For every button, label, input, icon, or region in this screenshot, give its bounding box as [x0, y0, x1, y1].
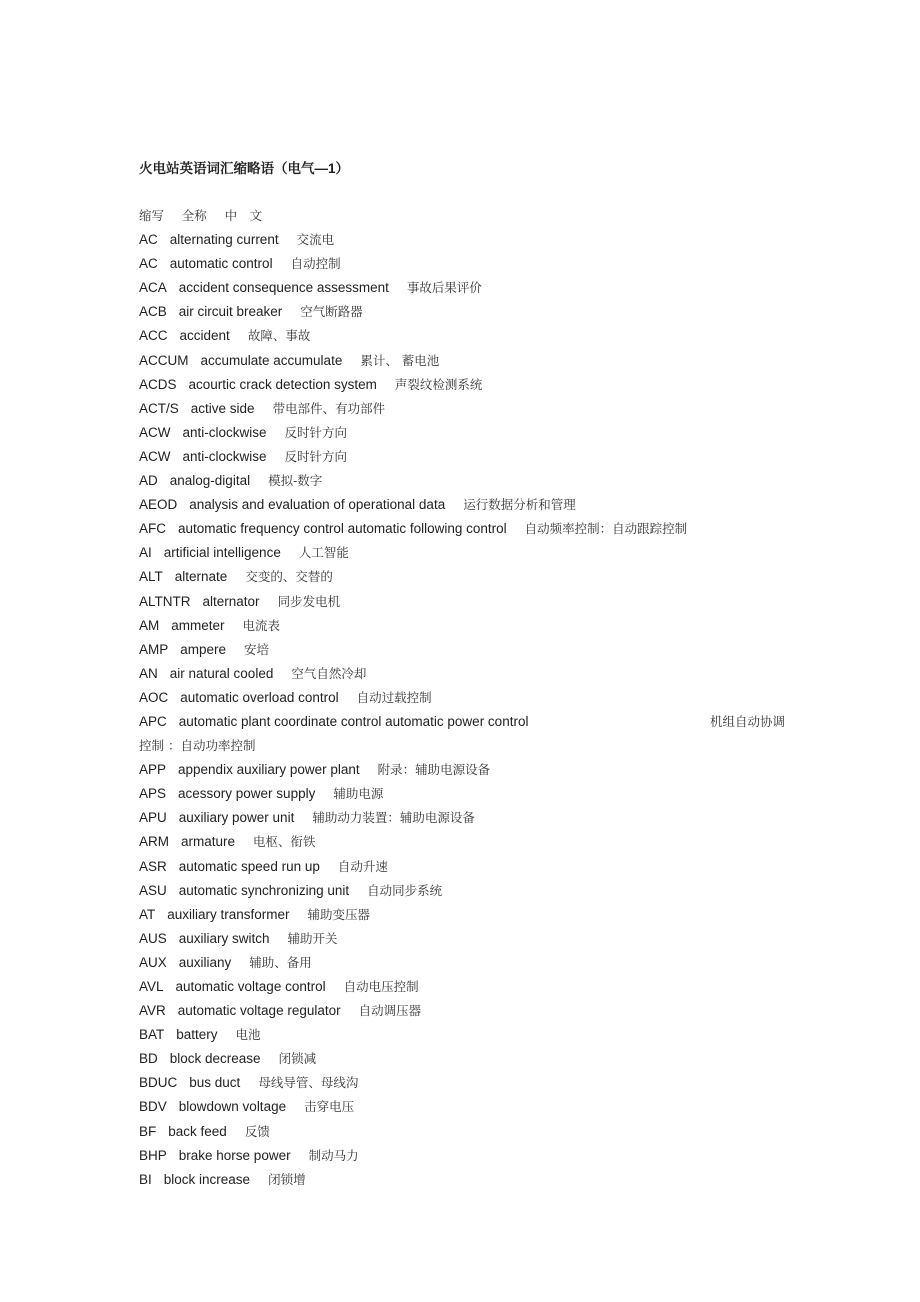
- entry-cn: 机组自动协调: [709, 713, 785, 729]
- entry-abbr: ACDS: [139, 376, 177, 392]
- entry-abbr: ACW: [139, 448, 171, 464]
- entry-abbr: BI: [139, 1171, 152, 1187]
- entry-cn: 辅助动力装置：辅助电源设备: [312, 810, 475, 826]
- entry-full: auxiliary power unit: [178, 810, 295, 826]
- entry-full: artificial intelligence: [163, 545, 281, 561]
- entry-cn: 附录：辅助电源设备: [377, 762, 491, 778]
- glossary-entry: [139, 517, 799, 541]
- glossary-entry: [139, 903, 799, 927]
- entry-cn: 电流表: [242, 617, 281, 633]
- glossary-entry: [139, 300, 799, 324]
- entry-abbr: ACT/S: [139, 400, 179, 416]
- entry-cn: 空气自然冷却: [291, 665, 367, 681]
- glossary-entry: [139, 541, 799, 565]
- entry-abbr: BDV: [139, 1099, 167, 1115]
- entry-cn: 反时针方向: [284, 424, 348, 440]
- entry-full: ampere: [180, 641, 227, 657]
- entry-full: automatic speed run up: [178, 858, 320, 874]
- glossary-entry: [139, 855, 799, 879]
- entry-abbr: ARM: [139, 834, 169, 850]
- glossary-entry: [139, 1047, 799, 1071]
- entry-cn: 自动同步系统: [367, 882, 443, 898]
- entry-cn: 电池: [235, 1027, 261, 1043]
- glossary-entry: [139, 349, 799, 373]
- entry-abbr: ACC: [139, 328, 168, 344]
- table-header: [139, 204, 799, 228]
- glossary-entry: [139, 493, 799, 517]
- entry-cn: 辅助开关: [287, 930, 338, 946]
- entry-full: air circuit breaker: [178, 304, 283, 320]
- entry-cn: 运行数据分析和管理: [463, 497, 576, 513]
- entry-cn-continued: 控制 ：自动功率控制: [139, 738, 256, 754]
- entry-abbr: ASR: [139, 858, 167, 874]
- entry-cn: 自动电压控制: [343, 979, 419, 994]
- entry-cn: 自动控制: [290, 256, 341, 272]
- entry-full: alternate: [174, 569, 228, 585]
- entry-cn: 辅助变压器: [307, 906, 371, 922]
- entry-abbr: BF: [139, 1123, 157, 1139]
- entry-cn: 制动马力: [308, 1147, 359, 1163]
- entry-full: back feed: [168, 1123, 227, 1139]
- glossary-entry: [139, 662, 799, 686]
- glossary-entry: [139, 228, 799, 252]
- entry-abbr: AM: [139, 617, 160, 633]
- entry-cn: 交变的、交替的: [245, 569, 333, 585]
- entry-abbr: ACA: [139, 280, 167, 296]
- entry-abbr: ALTNTR: [139, 593, 191, 609]
- entry-full: auxiliary switch: [178, 930, 270, 946]
- entry-cn: 带电部件、有功部件: [272, 400, 386, 416]
- entry-full: analog-digital: [169, 473, 251, 489]
- entry-full: automatic voltage control: [175, 979, 326, 994]
- entry-abbr: AC: [139, 256, 158, 272]
- entry-cn: 辅助、备用: [249, 954, 312, 970]
- entry-full: accident: [179, 328, 230, 344]
- entry-full: alternator: [202, 593, 260, 609]
- entry-abbr: BDUC: [139, 1075, 178, 1091]
- entry-full: blowdown voltage: [178, 1099, 287, 1115]
- entry-cn: 声裂纹检测系统: [394, 376, 483, 392]
- entry-full: armature: [181, 834, 236, 850]
- entry-abbr: APS: [139, 786, 167, 802]
- entry-full: automatic control: [169, 256, 273, 272]
- glossary-entry: [139, 1168, 799, 1192]
- glossary-entry: [139, 782, 799, 806]
- entry-abbr: ACB: [139, 304, 167, 320]
- document-page: [139, 158, 799, 1192]
- entry-cn: 空气断路器: [300, 304, 363, 320]
- document-title: 火电站英语词汇缩略语（电气—1）: [139, 161, 350, 176]
- entry-full: accumulate accumulate: [200, 352, 343, 368]
- entry-abbr: AT: [139, 906, 156, 922]
- entry-cn: 自动频率控制：自动跟踪控制: [524, 521, 688, 537]
- entry-cn: 自动调压器: [358, 1003, 422, 1019]
- entry-abbr: AC: [139, 232, 158, 248]
- entry-abbr: BAT: [139, 1027, 165, 1043]
- glossary-entry: [139, 1120, 799, 1144]
- glossary-list-continued: [139, 758, 799, 1192]
- glossary-entry: [139, 397, 799, 421]
- entry-abbr: AFC: [139, 521, 166, 537]
- entry-cn: 交流电: [296, 232, 335, 248]
- entry-abbr: AI: [139, 545, 152, 561]
- entry-abbr: BHP: [139, 1147, 167, 1163]
- glossary-entry: [139, 999, 799, 1023]
- entry-full: automatic voltage regulator: [177, 1003, 341, 1019]
- entry-full: auxiliary transformer: [167, 906, 290, 922]
- entry-full: anti-clockwise: [182, 448, 267, 464]
- entry-cn: 反馈: [244, 1123, 270, 1139]
- entry-cn: 自动过载控制: [356, 689, 432, 705]
- glossary-entry-apc: [139, 710, 799, 758]
- header-full: 全称: [181, 208, 207, 223]
- glossary-entry: [139, 686, 799, 710]
- glossary-entry: [139, 975, 799, 999]
- entry-abbr: AOC: [139, 689, 169, 705]
- entry-abbr: AVL: [139, 979, 164, 994]
- entry-full: active side: [190, 400, 255, 416]
- entry-abbr: AN: [139, 665, 158, 681]
- entry-full: automatic plant coordinate control automatic power control: [178, 713, 529, 729]
- glossary-entry: [139, 445, 799, 469]
- glossary-entry: [139, 1023, 799, 1047]
- header-cn: 中 文: [224, 208, 263, 223]
- glossary-entry: [139, 324, 799, 348]
- entry-abbr: APC: [139, 713, 167, 729]
- entry-cn: 事故后果评价: [406, 280, 482, 296]
- entry-full: bus duct: [189, 1075, 241, 1091]
- entry-abbr: AD: [139, 473, 158, 489]
- entry-full: alternating current: [169, 232, 279, 248]
- entry-abbr: ACW: [139, 424, 171, 440]
- entry-full: automatic synchronizing unit: [178, 882, 350, 898]
- entry-abbr: AUS: [139, 930, 167, 946]
- entry-full: automatic overload control: [180, 689, 339, 705]
- glossary-entry: [139, 276, 799, 300]
- entry-full: air natural cooled: [169, 665, 274, 681]
- entry-abbr: AVR: [139, 1003, 166, 1019]
- entry-abbr: ACCUM: [139, 352, 189, 368]
- glossary-entry: [139, 565, 799, 589]
- entry-cn: 反时针方向: [284, 448, 348, 464]
- glossary-entry: [139, 1144, 799, 1168]
- entry-cn: 累计、 蓄电池: [360, 352, 440, 368]
- entry-cn: 母线导管、母线沟: [258, 1075, 359, 1091]
- entry-abbr: APP: [139, 762, 167, 778]
- entry-full: acourtic crack detection system: [188, 376, 377, 392]
- glossary-entry: [139, 951, 799, 975]
- entry-full: appendix auxiliary power plant: [178, 762, 360, 778]
- entry-full: accident consequence assessment: [178, 280, 389, 296]
- header-abbr: 缩写: [139, 208, 165, 223]
- entry-full: anti-clockwise: [182, 424, 267, 440]
- entry-abbr: AMP: [139, 641, 169, 657]
- entry-abbr: ASU: [139, 882, 167, 898]
- entry-full: battery: [176, 1027, 218, 1043]
- entry-cn: 自动升速: [337, 858, 388, 874]
- entry-full: ammeter: [171, 617, 225, 633]
- entry-cn: 故障、事故: [247, 328, 311, 344]
- entry-full: auxiliany: [178, 954, 232, 970]
- entry-abbr: ALT: [139, 569, 163, 585]
- entry-cn: 电枢、衔铁: [253, 834, 316, 850]
- entry-abbr: AUX: [139, 954, 167, 970]
- glossary-entry: [139, 614, 799, 638]
- glossary-entry: [139, 373, 799, 397]
- glossary-entry: [139, 469, 799, 493]
- entry-cn: 同步发电机: [277, 593, 341, 609]
- glossary-entry: [139, 927, 799, 951]
- glossary-entry: [139, 1095, 799, 1119]
- entry-full: analysis and evaluation of operational data: [189, 497, 446, 513]
- entry-cn: 闭锁增: [268, 1171, 306, 1187]
- glossary-entry: [139, 806, 799, 830]
- glossary-entry: [139, 421, 799, 445]
- entry-cn: 安培: [244, 641, 270, 657]
- entry-full: automatic frequency control automatic following control: [178, 521, 507, 537]
- glossary-list: [139, 228, 799, 710]
- glossary-entry: [139, 638, 799, 662]
- entry-cn: 闭锁减: [278, 1051, 317, 1067]
- entry-full: brake horse power: [178, 1147, 291, 1163]
- entry-cn: 人工智能: [298, 545, 349, 561]
- glossary-entry: [139, 830, 799, 854]
- glossary-entry: [139, 879, 799, 903]
- entry-cn: 辅助电源: [333, 786, 384, 802]
- glossary-entry: [139, 590, 799, 614]
- entry-abbr: BD: [139, 1051, 158, 1067]
- entry-full: acessory power supply: [178, 786, 316, 802]
- glossary-entry: [139, 1071, 799, 1095]
- glossary-entry: [139, 758, 799, 782]
- entry-full: block increase: [163, 1171, 251, 1187]
- entry-abbr: APU: [139, 810, 167, 826]
- glossary-entry: [139, 252, 799, 276]
- entry-full: block decrease: [169, 1051, 261, 1067]
- entry-cn: 模拟-数字: [268, 473, 323, 489]
- entry-cn: 击穿电压: [304, 1099, 355, 1115]
- entry-abbr: AEOD: [139, 497, 178, 513]
